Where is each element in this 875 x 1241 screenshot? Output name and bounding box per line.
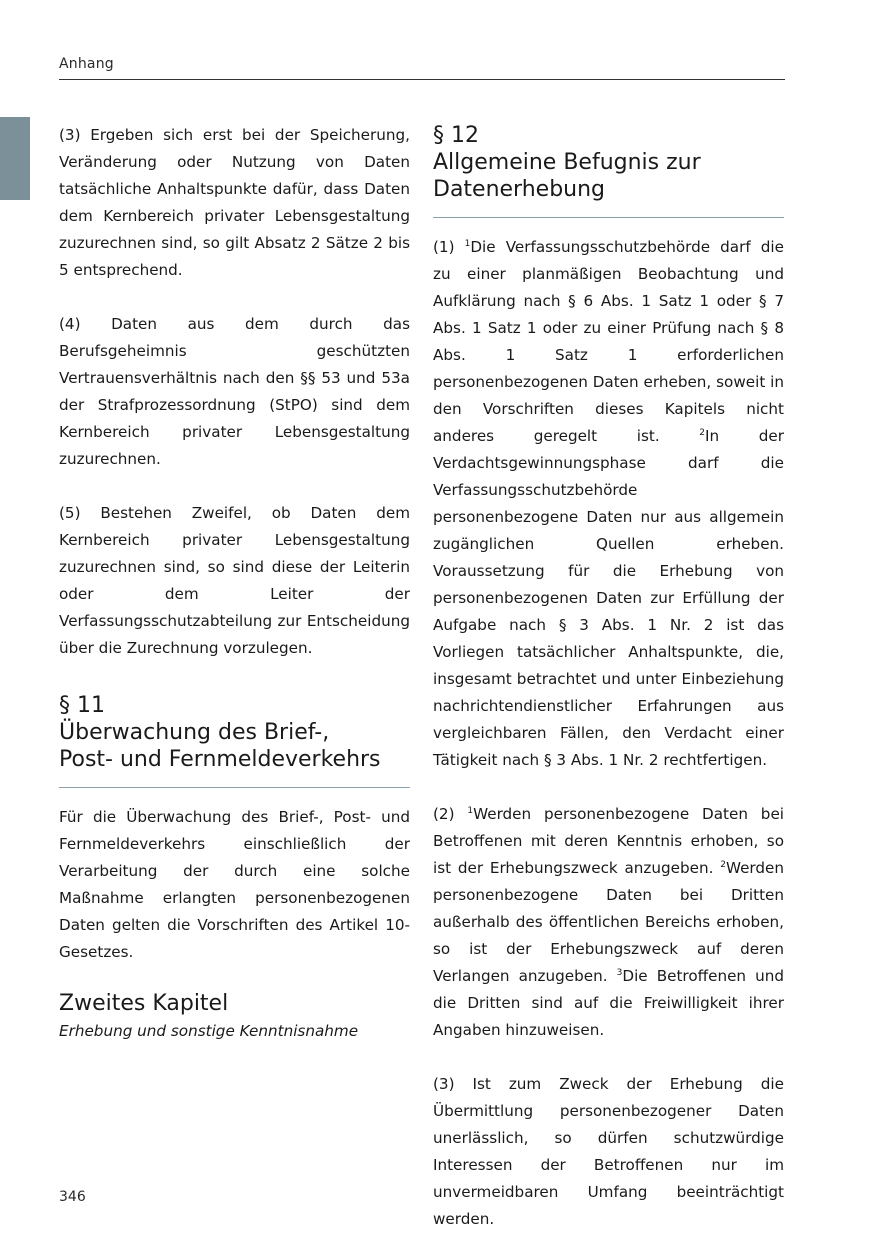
chapter-title: Zweites Kapitel [59, 991, 229, 1016]
sentence-number: 1 [467, 806, 474, 816]
sentence-number: 1 [464, 239, 471, 249]
section-12-title-line2: Datenerhebung [433, 177, 606, 202]
section-11-text: Für die Überwachung des Brief-, Post- und Fernmeldeverkehrs einschließlich der Verarbeitung der durch eine solche Maßnahme erlangten personenbezogenen Daten gelten die Vorschriften des Artikel 10-Gesetzes. [59, 808, 410, 961]
chapter-subtitle: Erhebung und sonstige Kenntnisnahme [59, 1022, 359, 1040]
sentence-text: Werden personenbezogene Daten bei Betroffenen mit deren Kenntnis erhoben, so ist der Erhebungszweck anzugeben. [433, 805, 785, 877]
sentence-text: Die Verfassungsschutzbehörde darf die zu einer planmäßigen Beobachtung und Aufklärung nach § 6 Abs. 1 Satz 1 oder § 7 Abs. 1 Satz 1 oder zu einer Prüfung nach § 8 Abs. 1 Satz 1 erforderlichen personenbezogenen Daten erheben, soweit in den Vorschriften dieses Kapitels nicht anderes geregelt ist. [433, 238, 784, 445]
section-12-heading [433, 122, 784, 203]
sentence-number: 3 [616, 968, 623, 978]
sentence-text: In der Verdachtsgewinnungsphase darf die Verfassungsschutzbehörde personenbezogene Daten nur aus allgemein zugänglichen Quellen erheben. Voraussetzung für die Erhebung von personenbezogenen Daten zur Erfüllung der Aufgabe nach § 3 Abs. 1 Nr. 2 ist das Vorliegen tatsächlicher Anhaltspunkte, die, insgesamt betrachtet und unter Einbeziehung nachrichtendienstlicher Erfahrungen aus vergleichbaren Fällen, den Verdacht einer Tätigkeit nach § 3 Abs. 1 Nr. 2 rechtfertigen. [433, 427, 784, 769]
section-11-rule [59, 787, 410, 788]
section-12-title-line1: Allgemeine Befugnis zur [433, 150, 701, 175]
section-11-heading [59, 692, 410, 773]
section-11-title-line2: Post- und Fernmeldeverkehrs [59, 747, 381, 772]
left-column [59, 122, 410, 1043]
paragraph-right-2 [433, 801, 784, 1044]
section-11-number: § 11 [59, 693, 105, 718]
right-column [433, 122, 784, 1233]
paragraph-right-3: (3) Ist zum Zweck der Erhebung die Übermittlung personenbezogener Daten unerlässlich, so dürfen schutzwürdige Interessen der Betroffenen nur im unvermeidbaren Umfang beeinträchtigt werden. [433, 1075, 784, 1228]
sentence-number: 2 [699, 428, 706, 438]
paragraph-number: (2) [433, 805, 468, 823]
paragraph-right-1 [433, 234, 784, 774]
page-number: 346 [59, 1189, 86, 1205]
paragraph-left-4: (4) Daten aus dem durch das Berufsgeheimnis geschützten Vertrauensverhältnis nach den §§ 53 und 53a der Strafprozessordnung (StPO) sind dem Kernbereich privater Lebensgestaltung zuzurechnen. [59, 315, 410, 468]
paragraph-left-3: (3) Ergeben sich erst bei der Speicherung, Veränderung oder Nutzung von Daten tatsächliche Anhaltspunkte dafür, dass Daten dem Kernbereich privater Lebensgestaltung zuzurechnen sind, so gilt Absatz 2 Sätze 2 bis 5 entsprechend. [59, 126, 410, 279]
section-11-title-line1: Überwachung des Brief-, [59, 720, 330, 745]
section-12-rule [433, 217, 784, 218]
running-head: Anhang [59, 56, 114, 72]
sentence-text: Die Betroffenen und die Dritten sind auf die Freiwilligkeit ihrer Angaben hinzuweisen. [433, 967, 784, 1039]
section-12-number: § 12 [433, 123, 479, 148]
sentence-text: Werden personenbezogene Daten bei Dritten außerhalb des öffentlichen Bereichs erhoben, so ist der Erhebungszweck auf deren Verlangen anzugeben. [433, 859, 784, 985]
sentence-number: 2 [720, 860, 726, 870]
paragraph-number: (1) [433, 238, 465, 256]
side-tab-marker [0, 117, 30, 200]
paragraph-left-5: (5) Bestehen Zweifel, ob Daten dem Kernbereich privater Lebensgestaltung zuzurechnen sind, so sind diese der Leiterin oder dem Leiter der Verfassungsschutzabteilung zur Entscheidung über die Zurechnung vorzulegen. [59, 504, 410, 657]
header-rule [59, 79, 785, 80]
